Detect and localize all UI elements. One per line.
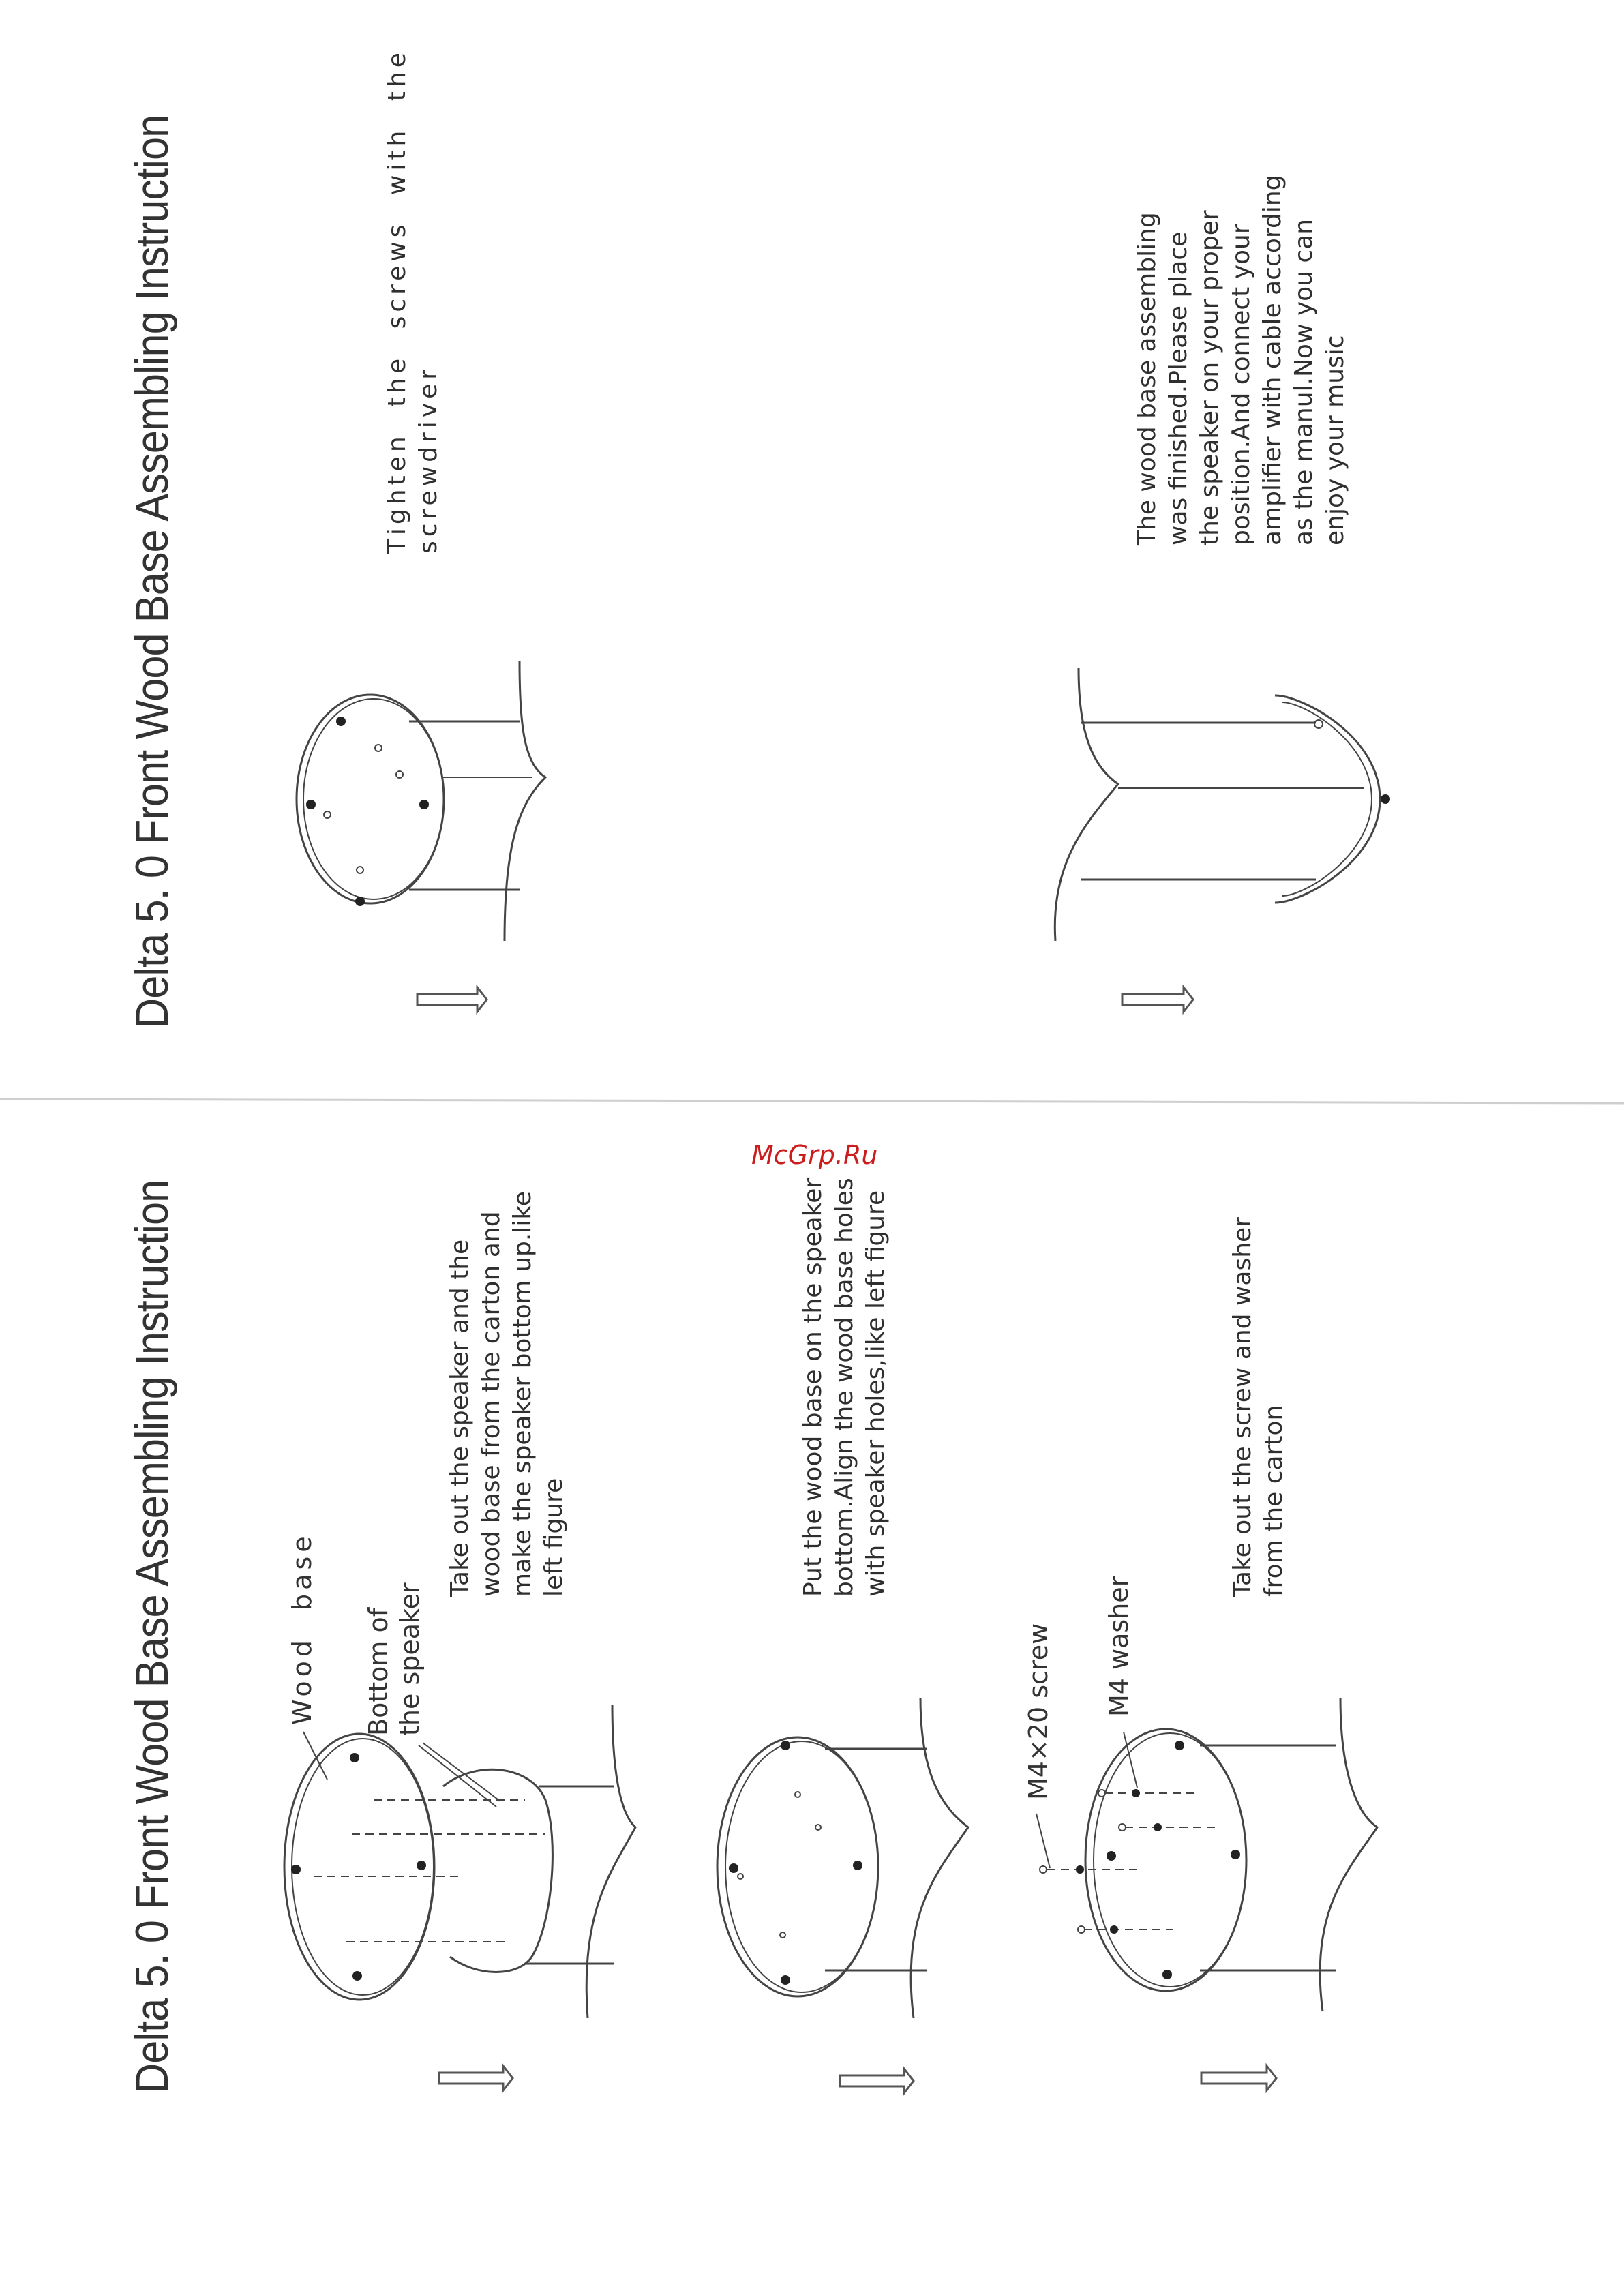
step-line: position.And connect your xyxy=(1227,224,1255,545)
step-line: was finished.Please place xyxy=(1164,231,1192,545)
arrow-right-step2 xyxy=(1122,987,1193,1012)
step-line: bottom.Align the wood base holes xyxy=(830,1178,858,1597)
step-line: make the speaker bottom up.like xyxy=(509,1190,537,1597)
step-line: the speaker on your proper xyxy=(1196,210,1224,545)
arrow-left-step1 xyxy=(439,2066,513,2090)
label-line: the speaker xyxy=(395,1582,425,1736)
step-text-take-out xyxy=(445,1191,570,1597)
step-line: wood base from the carton and xyxy=(477,1211,505,1597)
diagram-tighten-screws xyxy=(297,661,545,941)
step-line: with speaker holes,like left figure xyxy=(862,1190,890,1597)
step-line: enjoy your music xyxy=(1321,335,1349,545)
step-line: screwdriver xyxy=(415,365,442,554)
step-line: The wood base assembling xyxy=(1133,212,1161,545)
page-title-right: Delta 5. 0 Front Wood Base Assembling Instruction xyxy=(126,115,178,1028)
step-line: Put the wood base on the speaker xyxy=(799,1178,827,1597)
step-line: Take out the screw and washer xyxy=(1229,1217,1257,1597)
watermark: McGrp.Ru xyxy=(751,1140,878,1170)
label-m4-washer: M4 washer xyxy=(1104,1576,1134,1717)
diagram-base-on-speaker xyxy=(717,1698,968,2018)
arrow-left-step2 xyxy=(840,2069,914,2093)
step-text-align xyxy=(798,1178,892,1597)
arrow-left-step3 xyxy=(1201,2066,1276,2090)
label-m4-screw: M4×20 screw xyxy=(1023,1623,1053,1800)
diagram-finished-speaker xyxy=(1055,668,1390,941)
step-line: Take out the speaker and the xyxy=(446,1239,474,1597)
page-title-left: Delta 5. 0 Front Wood Base Assembling Instruction xyxy=(126,1180,178,2093)
diagram-wood-base-and-speaker xyxy=(284,1705,635,2018)
label-speaker-bottom xyxy=(363,1582,425,1736)
arrow-right-step1 xyxy=(417,987,487,1012)
label-line: Bottom of xyxy=(363,1607,393,1736)
step-text-screws xyxy=(1227,1217,1290,1597)
step-line: Tighten the screws with the xyxy=(383,48,411,554)
step-line: as the manul.Now you can xyxy=(1290,218,1318,545)
label-wood-base: Wood base xyxy=(287,1532,317,1725)
step-line: amplifier with cable according xyxy=(1259,175,1287,545)
step-text-finished xyxy=(1132,175,1351,545)
step-line: left figure xyxy=(540,1478,568,1597)
page-fold-line xyxy=(0,1099,1624,1103)
step-line: from the carton xyxy=(1260,1405,1288,1597)
diagram-screws-and-washers xyxy=(1036,1698,1377,2011)
step-text-tighten xyxy=(382,48,445,554)
